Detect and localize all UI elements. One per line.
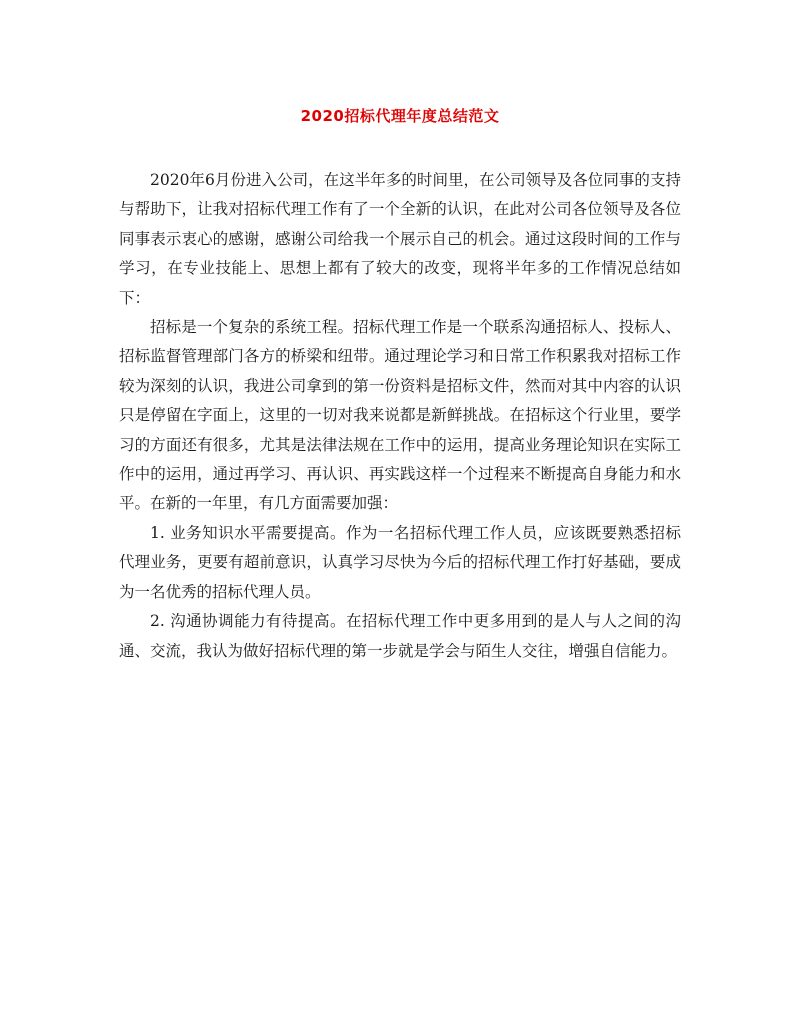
document-body xyxy=(119,166,681,666)
paragraph-system-engineering: 招标是一个复杂的系统工程。招标代理工作是一个联系沟通招标人、投标人、招标监督管理部门各方的桥梁和纽带。通过理论学习和日常工作积累我对招标工作较为深刻的认识，我进公司拿到的第一份资料是招标文件，然而对其中内容的认识只是停留在字面上，这里的一切对我来说都是新鲜挑战。在招标这个行业里，要学习的方面还有很多，尤其是法律法规在工作中的运用，提高业务理论知识在实际工作中的运用，通过再学习、再认识、再实践这样一个过程来不断提高自身能力和水平。在新的一年里，有几方面需要加强： xyxy=(119,318,681,513)
document-title: 2020招标代理年度总结范文 xyxy=(300,107,500,125)
paragraph-point-1: 1. 业务知识水平需要提高。作为一名招标代理工作人员，应该既要熟悉招标代理业务，更要有超前意识，认真学习尽快为今后的招标代理工作打好基础，要成为一名优秀的招标代理人员。 xyxy=(119,523,681,601)
paragraph-point-2: 2. 沟通协调能力有待提高。在招标代理工作中更多用到的是人与人之间的沟通、交流，我认为做好招标代理的第一步就是学会与陌生人交往，增强自信能力。 xyxy=(119,612,681,660)
paragraph-intro: 2020年6月份进入公司，在这半年多的时间里，在公司领导及各位同事的支持与帮助下，让我对招标代理工作有了一个全新的认识，在此对公司各位领导及各位同事表示衷心的感谢，感谢公司给我一个展示自己的机会。通过这段时间的工作与学习，在专业技能上、思想上都有了较大的改变，现将半年多的工作情况总结如下： xyxy=(119,171,681,307)
